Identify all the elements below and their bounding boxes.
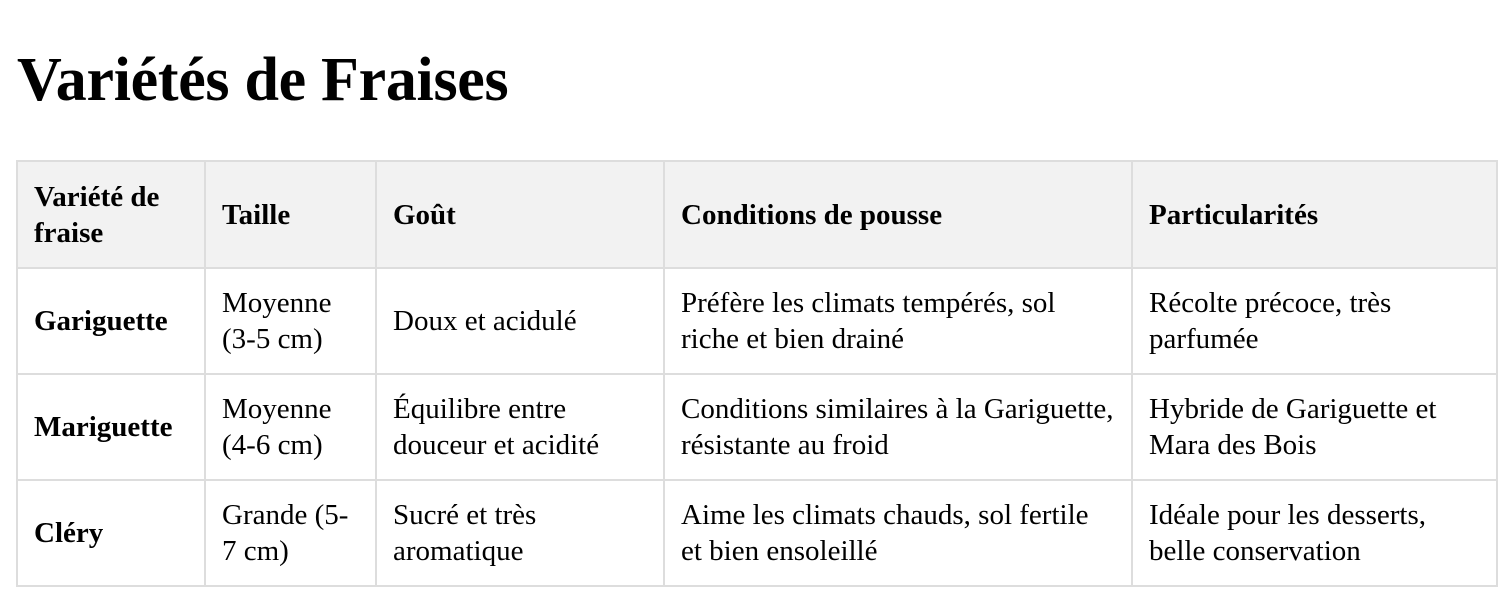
- cell-features: Récolte précoce, très parfumée: [1132, 268, 1497, 374]
- cell-taste: Sucré et très aromatique: [376, 480, 664, 586]
- table-row: [17, 268, 1497, 374]
- column-header-taste: Goût: [376, 161, 664, 268]
- cell-size: Grande (5-7 cm): [205, 480, 376, 586]
- column-header-size: Taille: [205, 161, 376, 268]
- cell-variety: Cléry: [17, 480, 205, 586]
- cell-variety: Mariguette: [17, 374, 205, 480]
- page-title: Variétés de Fraises: [17, 46, 509, 114]
- table-row: [17, 374, 1497, 480]
- cell-features: Idéale pour les desserts, belle conservation: [1132, 480, 1497, 586]
- table-row: [17, 480, 1497, 586]
- cell-taste: Équilibre entre douceur et acidité: [376, 374, 664, 480]
- cell-variety: Gariguette: [17, 268, 205, 374]
- table-header-row: [17, 161, 1497, 268]
- cell-size: Moyenne (4-6 cm): [205, 374, 376, 480]
- cell-size: Moyenne (3-5 cm): [205, 268, 376, 374]
- cell-growing-conditions: Conditions similaires à la Gariguette, résistante au froid: [664, 374, 1132, 480]
- column-header-variety: Variété de fraise: [17, 161, 205, 268]
- cell-taste: Doux et acidulé: [376, 268, 664, 374]
- cell-growing-conditions: Aime les climats chauds, sol fertile et bien ensoleillé: [664, 480, 1132, 586]
- cell-growing-conditions: Préfère les climats tempérés, sol riche et bien drainé: [664, 268, 1132, 374]
- cell-features: Hybride de Gariguette et Mara des Bois: [1132, 374, 1497, 480]
- column-header-growing-conditions: Conditions de pousse: [664, 161, 1132, 268]
- strawberry-varieties-table: [16, 160, 1498, 587]
- column-header-features: Particularités: [1132, 161, 1497, 268]
